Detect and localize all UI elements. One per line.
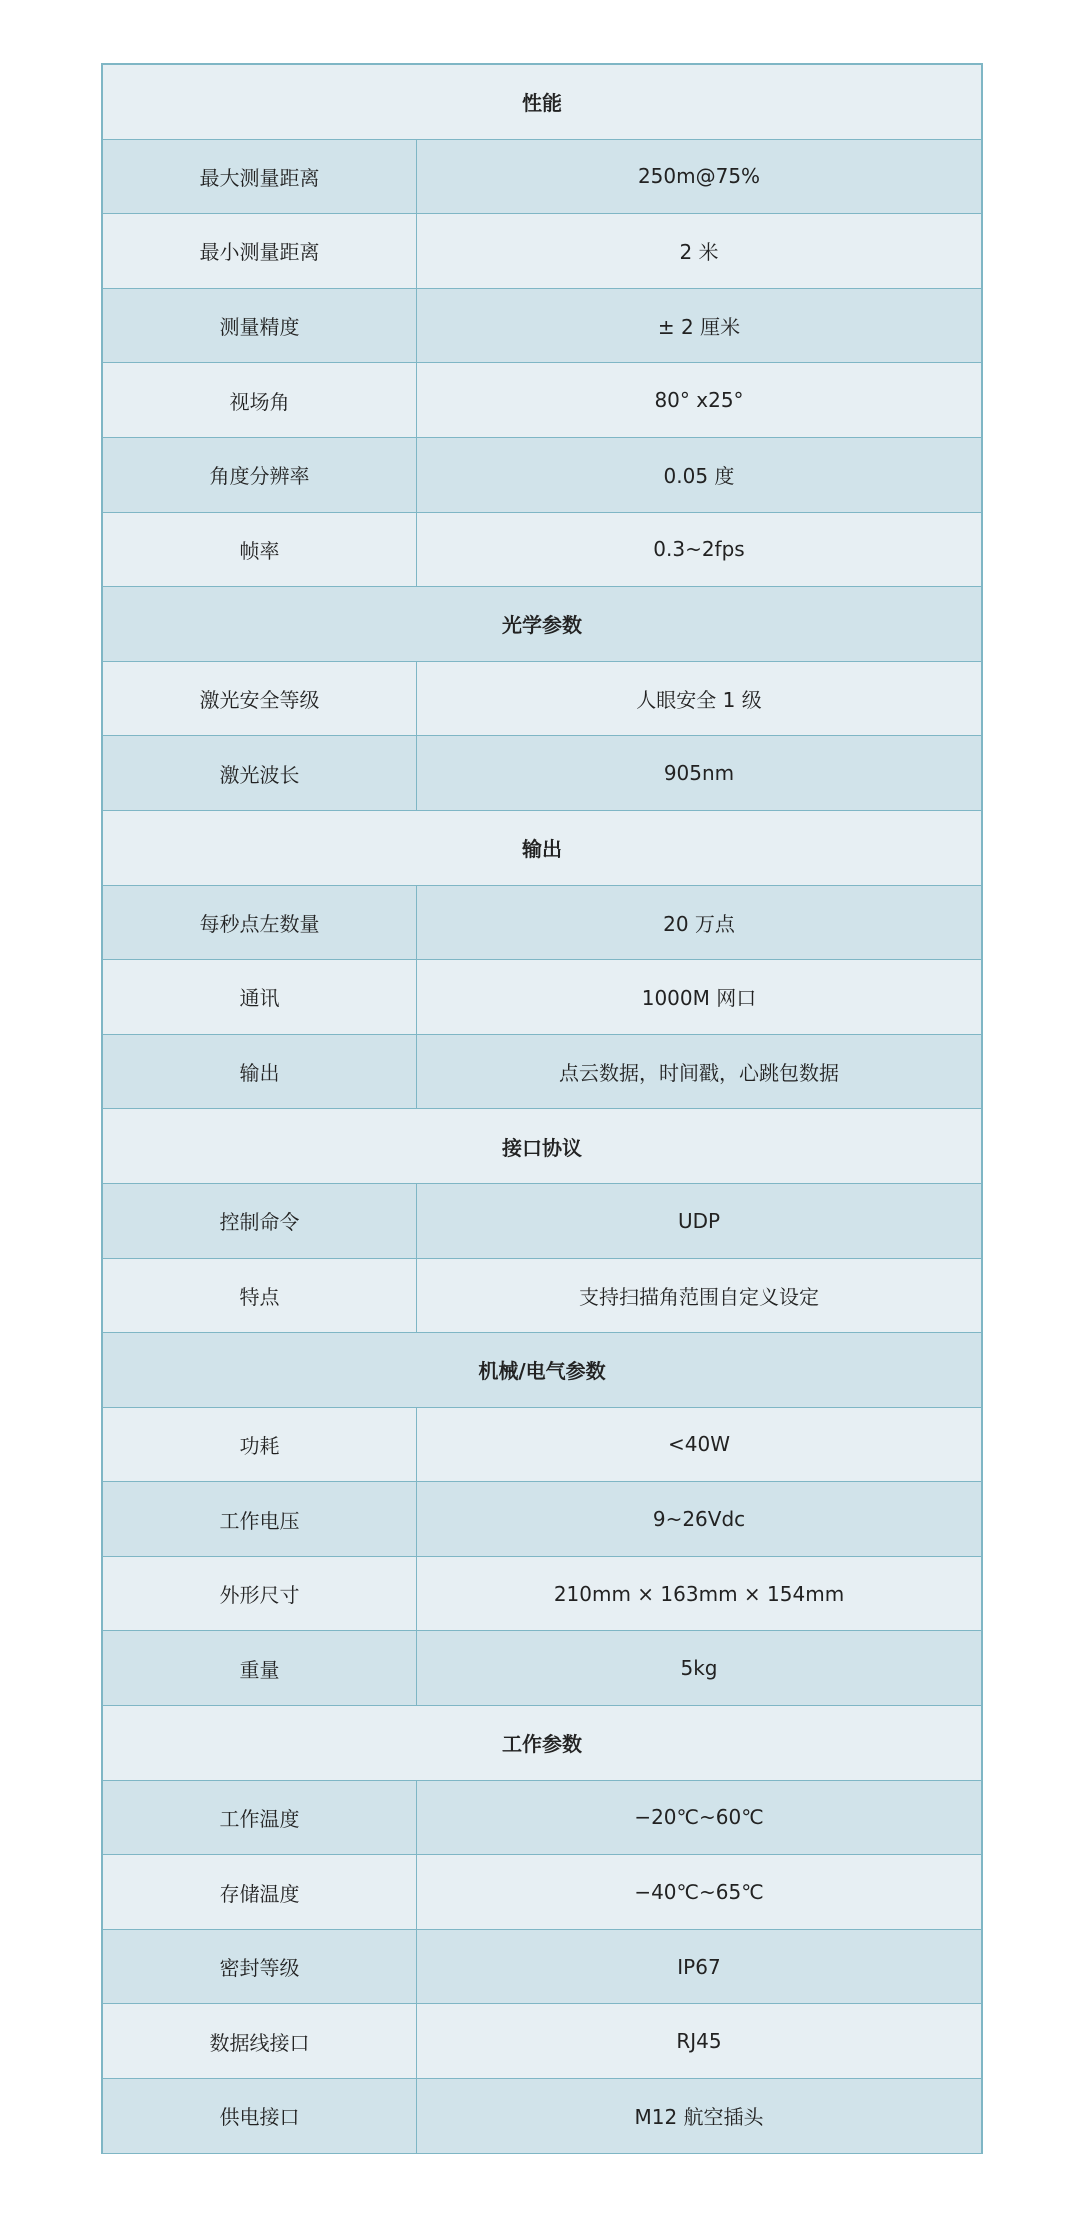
spec-value: −40℃~65℃	[634, 1880, 764, 1905]
spec-value: <40W	[668, 1432, 730, 1457]
section-header-row	[103, 1109, 981, 1184]
spec-value: RJ45	[676, 2029, 722, 2054]
spec-row	[103, 1781, 981, 1856]
section-header-row	[103, 1706, 981, 1781]
spec-row	[103, 513, 981, 588]
spec-row	[103, 1035, 981, 1110]
section-title: 机械/电气参数	[478, 1359, 606, 1384]
spec-label: 帧率	[103, 513, 417, 587]
spec-value: 9~26Vdc	[652, 1507, 746, 1532]
spec-label: 供电接口	[103, 2079, 417, 2153]
spec-row	[103, 1482, 981, 1557]
spec-label: 最小测量距离	[103, 214, 417, 288]
spec-label: 测量精度	[103, 289, 417, 363]
spec-row	[103, 1855, 981, 1930]
spec-value: 0.3~2fps	[653, 537, 745, 562]
spec-label: 工作电压	[103, 1482, 417, 1556]
section-header-row	[103, 65, 981, 140]
spec-value: 250m@75%	[637, 164, 761, 189]
spec-row	[103, 2004, 981, 2079]
spec-value: 80° x25°	[654, 388, 744, 413]
spec-label: 激光波长	[103, 736, 417, 810]
spec-value: 20 万点	[663, 911, 735, 936]
spec-value: ± 2 厘米	[657, 315, 741, 340]
spec-value: 0.05 度	[663, 464, 735, 489]
spec-label: 特点	[103, 1259, 417, 1333]
spec-value: UDP	[677, 1208, 721, 1233]
spec-value: IP67	[677, 1954, 721, 1979]
spec-row	[103, 1259, 981, 1334]
section-header-row	[103, 1333, 981, 1408]
spec-label: 存储温度	[103, 1855, 417, 1929]
section-header-row	[103, 587, 981, 662]
spec-row	[103, 960, 981, 1035]
spec-label: 每秒点左数量	[103, 886, 417, 960]
section-title: 光学参数	[502, 613, 582, 638]
spec-label: 重量	[103, 1631, 417, 1705]
spec-row	[103, 1631, 981, 1706]
spec-label: 通讯	[103, 960, 417, 1034]
section-title: 接口协议	[502, 1135, 582, 1160]
spec-row	[103, 662, 981, 737]
spec-value: 905nm	[663, 761, 735, 786]
spec-row	[103, 1557, 981, 1632]
spec-label: 激光安全等级	[103, 662, 417, 736]
spec-value: 人眼安全 1 级	[636, 688, 762, 713]
spec-row	[103, 886, 981, 961]
spec-value: 点云数据，时间戳，心跳包数据	[559, 1061, 839, 1086]
spec-label: 视场角	[103, 363, 417, 437]
section-title: 工作参数	[502, 1732, 582, 1757]
spec-value: 5kg	[680, 1656, 718, 1681]
spec-value: 1000M 网口	[641, 986, 757, 1011]
spec-label: 数据线接口	[103, 2004, 417, 2078]
spec-label: 功耗	[103, 1408, 417, 1482]
spec-value: −20℃~60℃	[634, 1805, 764, 1830]
spec-row	[103, 2079, 981, 2154]
spec-label: 密封等级	[103, 1930, 417, 2004]
spec-label: 工作温度	[103, 1781, 417, 1855]
spec-value: M12 航空插头	[634, 2105, 764, 2130]
spec-row	[103, 289, 981, 364]
section-title: 性能	[522, 91, 562, 116]
section-title: 输出	[522, 837, 562, 862]
spec-row	[103, 140, 981, 215]
spec-row	[103, 363, 981, 438]
spec-label: 最大测量距离	[103, 140, 417, 214]
spec-label: 角度分辨率	[103, 438, 417, 512]
spec-row	[103, 1930, 981, 2005]
spec-value: 210mm × 163mm × 154mm	[553, 1581, 845, 1606]
spec-row	[103, 736, 981, 811]
spec-table	[101, 63, 983, 2154]
spec-row	[103, 1408, 981, 1483]
spec-value: 支持扫描角范围自定义设定	[579, 1284, 819, 1309]
spec-label: 输出	[103, 1035, 417, 1109]
spec-value: 2 米	[679, 240, 719, 265]
spec-row	[103, 1184, 981, 1259]
section-header-row	[103, 811, 981, 886]
spec-label: 控制命令	[103, 1184, 417, 1258]
spec-label: 外形尺寸	[103, 1557, 417, 1631]
spec-row	[103, 438, 981, 513]
spec-row	[103, 214, 981, 289]
